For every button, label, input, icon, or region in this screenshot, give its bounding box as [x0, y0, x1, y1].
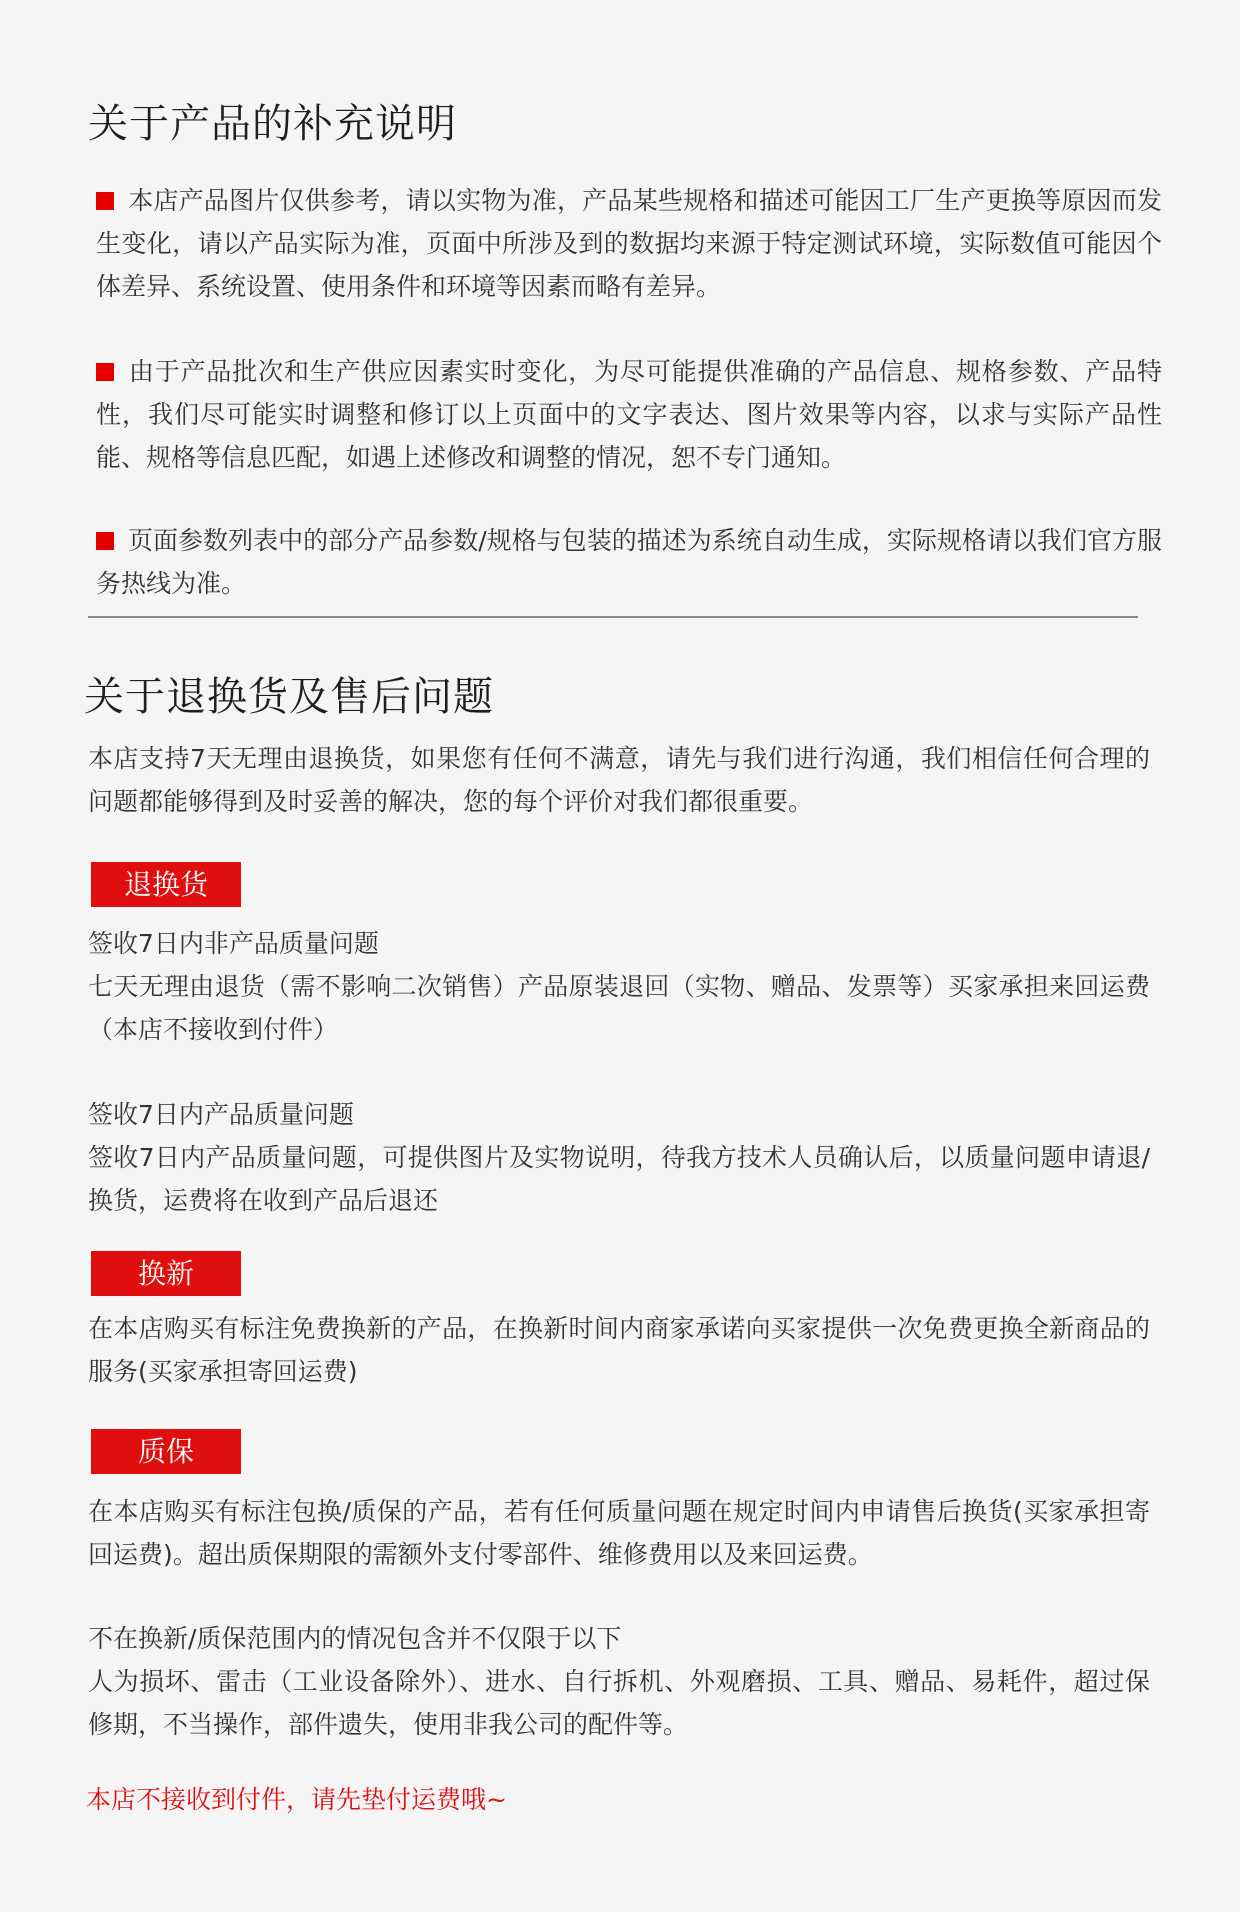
- warranty-text: 在本店购买有标注包换/质保的产品，若有任何质量问题在规定时间内申请售后换货(买家承担寄回运费)。超出质保期限的需额外支付零部件、维修费用以及来回运费。: [88, 1497, 1150, 1569]
- section-divider: [88, 616, 1138, 618]
- quality-text: 签收7日内产品质量问题，可提供图片及实物说明，待我方技术人员确认后，以质量问题申请退/换货，运费将在收到产品后退还: [88, 1143, 1150, 1215]
- supplement-bullet-2: 由于产品批次和生产供应因素实时变化，为尽可能提供准确的产品信息、规格参数、产品特性，我们尽可能实时调整和修订以上页面中的文字表达、图片效果等内容，以求与实际产品性能、规格等信息匹配，如遇上述修改和调整的情况，恕不专门通知。: [96, 357, 1162, 472]
- renew-text: 在本店购买有标注免费换新的产品，在换新时间内商家承诺向买家提供一次免费更换全新商品的服务(买家承担寄回运费): [88, 1314, 1150, 1386]
- return-exchange-tag: 退换货: [91, 862, 241, 907]
- exclusion-text: 人为损坏、雷击（工业设备除外）、进水、自行拆机、外观磨损、工具、赠品、易耗件，超过保修期，不当操作，部件遗失，使用非我公司的配件等。: [88, 1667, 1150, 1739]
- non-quality-text: 七天无理由退货（需不影响二次销售）产品原装退回（实物、赠品、发票等）买家承担来回运费（本店不接收到付件）: [88, 972, 1150, 1044]
- returns-intro: 本店支持7天无理由退换货，如果您有任何不满意，请先与我们进行沟通，我们相信任何合理的问题都能够得到及时妥善的解决，您的每个评价对我们都很重要。: [88, 744, 1150, 816]
- warranty-tag: 质保: [91, 1429, 241, 1474]
- exclusion-heading: 不在换新/质保范围内的情况包含并不仅限于以下: [88, 1624, 622, 1653]
- supplement-bullet-1: 本店产品图片仅供参考，请以实物为准，产品某些规格和描述可能因工厂生产更换等原因而发生变化，请以产品实际为准，页面中所涉及到的数据均来源于特定测试环境，实际数值可能因个体差异、系统设置、使用条件和环境等因素而略有差异。: [96, 186, 1162, 301]
- non-quality-heading: 签收7日内非产品质量问题: [88, 929, 379, 958]
- red-square-bullet-icon: [96, 192, 114, 210]
- renew-tag: 换新: [91, 1251, 241, 1296]
- quality-heading: 签收7日内产品质量问题: [88, 1100, 354, 1129]
- supplement-title: 关于产品的补充说明: [88, 101, 457, 147]
- red-square-bullet-icon: [96, 532, 114, 550]
- prepaid-shipping-notice: 本店不接收到付件，请先垫付运费哦~: [86, 1785, 507, 1814]
- red-square-bullet-icon: [96, 363, 114, 381]
- returns-title: 关于退换货及售后问题: [84, 674, 494, 720]
- supplement-bullet-3: 页面参数列表中的部分产品参数/规格与包装的描述为系统自动生成，实际规格请以我们官方服务热线为准。: [96, 526, 1162, 598]
